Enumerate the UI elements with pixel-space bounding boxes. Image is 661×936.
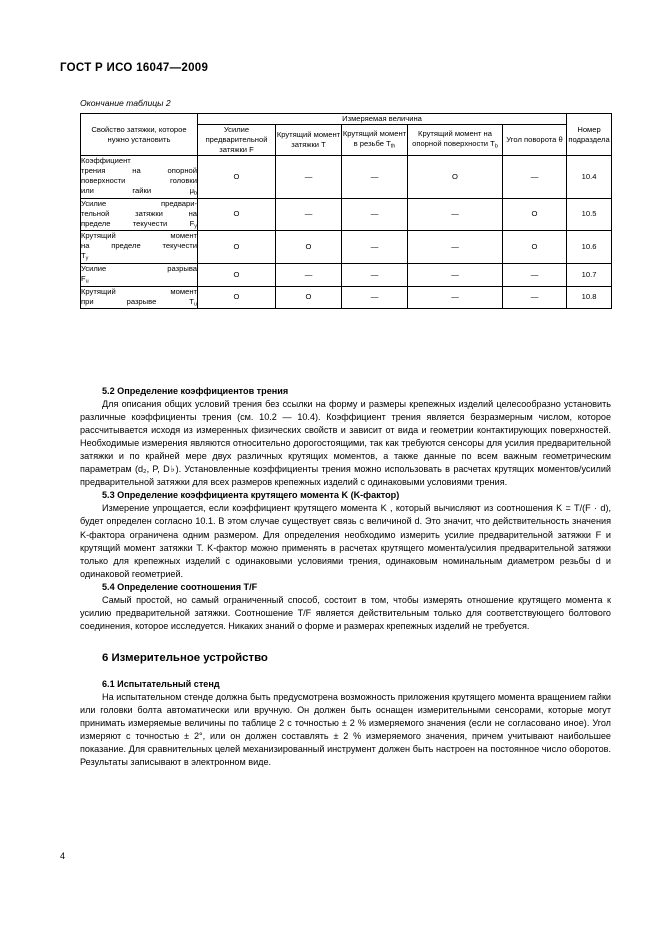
row-label-line: на пределе текучести	[81, 241, 197, 251]
cell-preload-force: О	[198, 156, 276, 199]
row-label-subscript: u	[193, 300, 197, 307]
row-label-line: Крутящий момент	[81, 286, 197, 296]
cell-preload-force: О	[198, 231, 276, 264]
cell-subsection: 10.7	[567, 263, 612, 286]
standard-header: ГОСТ Р ИСО 16047—2009	[60, 62, 209, 74]
row-label	[81, 231, 198, 264]
table-caption: Окончание таблицы 2	[80, 98, 171, 108]
cell-thread-torque: —	[342, 198, 408, 231]
row-label-line: тельной затяжки на	[81, 208, 197, 218]
cell-tightening-torque: О	[276, 231, 342, 264]
table-header-row-1	[81, 114, 612, 125]
heading-5-4: 5.4 Определение соотношения T/F	[102, 581, 258, 592]
heading-5-2: 5.2 Определение коэффициентов трения	[102, 386, 289, 396]
cell-tightening-torque: —	[276, 156, 342, 199]
row-label-line: пределе текучести $F_y$	[81, 218, 197, 230]
row-label-subscript: b	[193, 190, 197, 197]
cell-thread-torque: —	[342, 263, 408, 286]
cell-subsection: 10.6	[567, 231, 612, 264]
row-label-subscript: y	[194, 223, 197, 230]
header-bearing-torque-label: Крутящий момент на опорной поверхности T	[412, 129, 495, 149]
cell-preload-force: О	[198, 286, 276, 309]
cell-tightening-torque: —	[276, 198, 342, 231]
cell-rotation-angle: О	[503, 198, 567, 231]
cell-subsection: 10.5	[567, 198, 612, 231]
cell-preload-force: О	[198, 263, 276, 286]
para-5-2: Для описания общих условий трения без ссылки на форму и размеры крепежных изделий целесообразно установить различные коэффициенты трения (см. 10.2 — 10.4). Коэффициент трения является безразмерным числом, которое рассчитывается исходя из измеренных физических свойств и зависит от вида и геометрии контактирующих поверхностей. Необходимые измерения являются относительно дорогостоящими, так как требуются сенсоры для усилия предварительной затяжки и по крайней мере двух различных крутящих моментов, а также данные по всем важным геометрическим параметрам (d₂, P, D♭). Установленные коэффициенты трения можно использовать в расчетах крутящих моментов/усилий предварительной затяжки для всех размеров крепежных изделий с одинаковыми условиями трения.	[80, 399, 611, 488]
row-label-line: Усилие предвари-	[81, 198, 197, 208]
row-label	[81, 286, 198, 309]
cell-subsection: 10.8	[567, 286, 612, 309]
header-rotation-angle-label: Угол поворота θ	[506, 135, 563, 145]
row-label-line: поверхности головки	[81, 176, 197, 186]
header-tightening-torque-label: Крутящий момент затяжки T	[276, 130, 341, 150]
table-body	[81, 156, 612, 309]
spacer-before-clause-6	[80, 633, 611, 652]
spacer-after-clause-6	[80, 665, 611, 678]
row-label-line: Усилие разрыва	[81, 263, 197, 273]
table-row	[81, 231, 612, 264]
para-6-1: На испытательном стенде должна быть предусмотрена возможность приложения крутящего момента вращением гайки или головки болта автоматически или вручную. Он должен быть оснащен измерительными сенсорами, которые могут принимать измеряемые величины по таблице 2 с точностью ± 2 % измеряемого значения (если не согласовано иное). Угол измеряют с точностью ± 2°, или он должен составлять ± 2 % измеряемого значения, причем учитывают наибольшее показание. Для сравнительных целей механизированный инструмент должен быть настроен на постоянное число оборотов. Результаты записывают в электронном виде.	[80, 691, 611, 768]
row-label-line: или гайки $\mu_b$	[81, 186, 197, 197]
table-row	[81, 198, 612, 231]
row-label-line: $F_u$	[81, 273, 89, 285]
header-measured-group: Измеряемая величина	[198, 114, 567, 125]
cell-rotation-angle: —	[503, 156, 567, 199]
cell-preload-force: О	[198, 198, 276, 231]
header-preload-force-label: Усилие предварительной затяжки F	[205, 125, 268, 155]
row-label	[81, 263, 198, 286]
header-tightening-torque	[276, 125, 342, 156]
cell-thread-torque: —	[342, 231, 408, 264]
table-row	[81, 286, 612, 309]
table-row	[81, 156, 612, 199]
row-label	[81, 156, 198, 199]
cell-thread-torque: —	[342, 156, 408, 199]
body-text	[80, 385, 611, 769]
cell-bearing-torque: —	[408, 231, 503, 264]
row-label-subscript: y	[85, 255, 89, 262]
heading-5-3: 5.3 Определение коэффициента крутящего момента K (K-фактор)	[102, 490, 400, 501]
header-thread-torque-subscript: th	[390, 143, 396, 150]
cell-rotation-angle: —	[503, 286, 567, 309]
header-bearing-torque	[408, 125, 503, 156]
row-label-line: Коэффициент	[81, 156, 131, 166]
row-label-subscript: u	[85, 278, 89, 285]
cell-rotation-angle: —	[503, 263, 567, 286]
cell-tightening-torque: О	[276, 286, 342, 309]
heading-6: 6 Измерительное устройство	[102, 651, 268, 664]
header-thread-torque-label: Крутящий момент в резьбе T	[342, 129, 407, 149]
para-5-3: Измерение упрощается, если коэффициент крутящего момента K , который вычисляют из соотношения K = T/(F · d), будет определен согласно 10.1. В этом случае существует связь с величиной d. Это значит, что действительность значения K-фактора ограничена одним размером. Для определения необходимо измерить усилие предварительной затяжки F и крутящий момент затяжки T. K-фактор можно применять в расчетах крутящего момента/усилия предварительной затяжки только для крепежных изделий с одинаковыми условиями трения, одинаковым номинальным диаметром резьбы d и одинаковой геометрией.	[80, 503, 611, 579]
cell-tightening-torque: —	[276, 263, 342, 286]
cell-bearing-torque: —	[408, 263, 503, 286]
measurement-table	[80, 113, 612, 309]
header-property: Свойство затяжки, которое нужно установить	[81, 114, 198, 156]
cell-bearing-torque: О	[408, 156, 503, 199]
cell-bearing-torque: —	[408, 198, 503, 231]
cell-rotation-angle: О	[503, 231, 567, 264]
header-thread-torque	[342, 125, 408, 156]
cell-thread-torque: —	[342, 286, 408, 309]
row-label-line: $T_y$	[81, 251, 89, 262]
page-number: 4	[60, 851, 66, 861]
table-row	[81, 263, 612, 286]
row-label-line: Крутящий момент	[81, 231, 197, 241]
cell-subsection: 10.4	[567, 156, 612, 199]
header-rotation-angle	[503, 125, 567, 156]
para-5-4: Самый простой, но самый ограниченный способ, состоит в том, чтобы измерять отношение крутящего момента к усилию предварительной затяжки. Соотношение T/F является действительным только для соответствующего болтового соединения, которое исследуется. Никаких знаний о форме и размерах крепежных изделий не требуется.	[80, 594, 611, 631]
header-subsection: Номер подраздела	[567, 114, 612, 156]
row-label-line: при разрыве $T_u$	[81, 296, 197, 307]
table-2-continuation	[80, 113, 611, 309]
cell-bearing-torque: —	[408, 286, 503, 309]
header-preload-force	[198, 125, 276, 156]
row-label	[81, 198, 198, 231]
row-label-line: трения на опорной	[81, 166, 197, 176]
header-bearing-torque-subscript: b	[494, 143, 498, 150]
heading-6-1: 6.1 Испытательный стенд	[102, 678, 220, 689]
